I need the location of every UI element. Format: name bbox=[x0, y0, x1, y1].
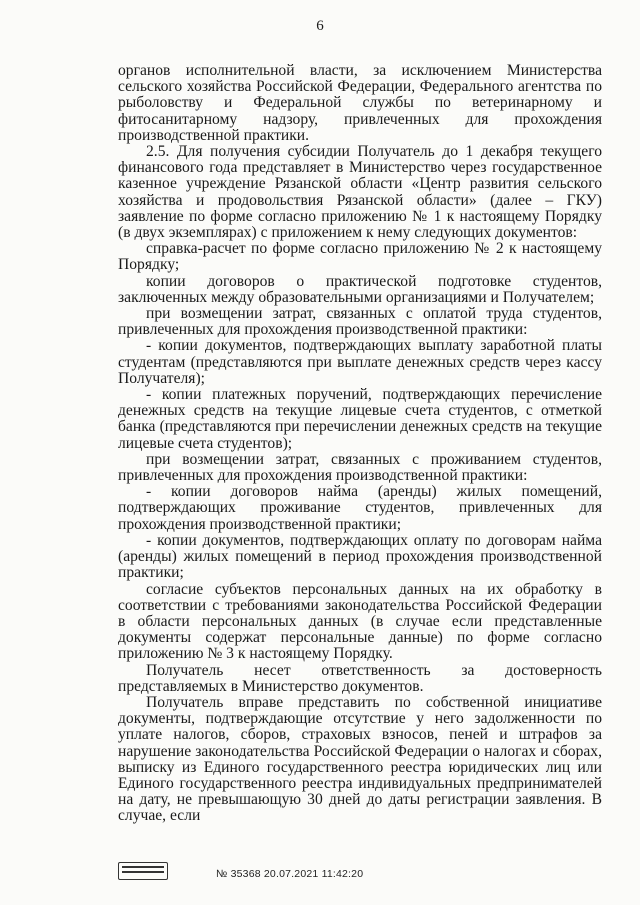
paragraph: согласие субъектов персональных данных на их обработку в соответствии с требованиями законодательства Российской Федерации в области персональных данных (в случае если представленные документы содержат персональные данные) по форме согласно приложению № 3 к настоящему Порядку. bbox=[118, 580, 602, 663]
paragraph: 2.5. Для получения субсидии Получатель до 1 декабря текущего финансового года представляет в Министерство через государственное казенное учреждение Рязанской области «Центр развития сельского хозяйства и продовольствия Рязанской области» (далее – ГКУ) заявление по форме согласно приложению № 1 к настоящему Порядку (в двух экземплярах) с приложением к нему следующих документов: bbox=[118, 143, 602, 242]
paragraph: при возмещении затрат, связанных с оплатой труда студентов, привлеченных для прохождения производственной практики: bbox=[118, 305, 602, 339]
page-number: 6 bbox=[316, 18, 324, 34]
paragraph: - копии платежных поручений, подтверждающих перечисление денежных средств на текущие лицевые счета студентов, с отметкой банка (представляются при перечислении денежных средств на текущие лицевые счета студентов); bbox=[118, 386, 602, 452]
registration-stamp bbox=[118, 862, 168, 880]
document-registration-id: № 35368 20.07.2021 11:42:20 bbox=[216, 868, 364, 880]
paragraph: - копии договоров найма (аренды) жилых помещений, подтверждающих проживание студентов, привлеченных для прохождения производственной практики; bbox=[118, 483, 602, 533]
paragraph: копии договоров о практической подготовке студентов, заключенных между образовательными организациями и Получателем; bbox=[118, 272, 602, 306]
footer bbox=[118, 862, 363, 880]
paragraph: Получатель несет ответственность за достоверность представляемых в Министерство документов. bbox=[118, 661, 602, 695]
paragraph: Получатель вправе представить по собственной инициативе документы, подтверждающие отсутствие у него задолженности по уплате налогов, сборов, страховых взносов, пеней и штрафов за нарушение законодательства Российской Федерации о налогах и сборах, выписку из Единого государственного реестра юридических лиц или Единого государственного реестра индивидуальных предпринимателей на дату, не превышающую 30 дней до даты регистрации заявления. В случае, если bbox=[118, 693, 602, 825]
paragraph: - копии документов, подтверждающих выплату заработной платы студентам (представляются при выплате денежных средств через кассу Получателя); bbox=[118, 337, 602, 387]
paragraph: при возмещении затрат, связанных с проживанием студентов, привлеченных для прохождения производственной практики: bbox=[118, 450, 602, 485]
document-body bbox=[118, 63, 602, 825]
paragraph: органов исполнительной власти, за исключением Министерства сельского хозяйства Российской Федерации, Федерального агентства по рыболовству и Федеральной службы по ветеринарному и фитосанитарному надзору, привлеченных для прохождения производственной практики. bbox=[118, 62, 602, 144]
paragraph: справка-расчет по форме согласно приложению № 2 к настоящему Порядку; bbox=[118, 240, 602, 274]
paragraph: - копии документов, подтверждающих оплату по договорам найма (аренды) жилых помещений в период прохождения производственной практики; bbox=[118, 531, 602, 582]
